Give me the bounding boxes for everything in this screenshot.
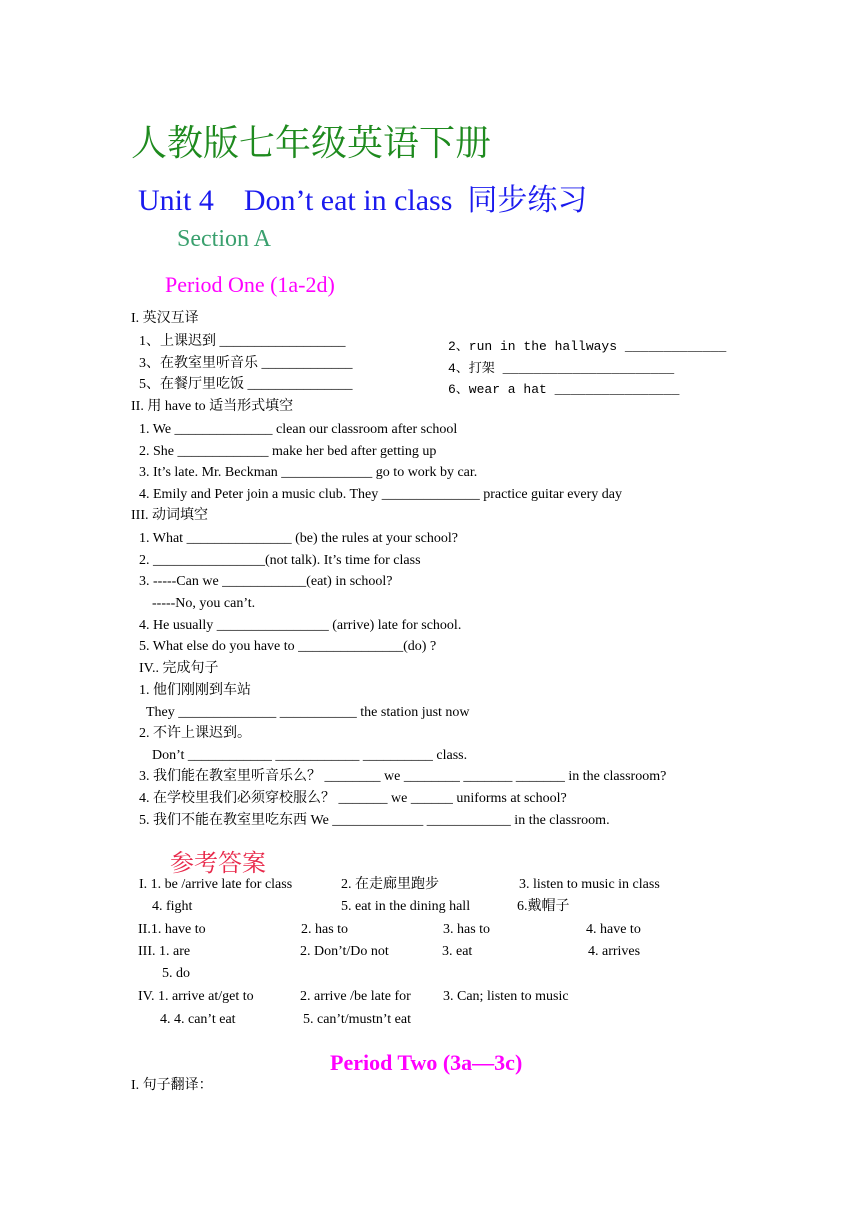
answer-item: IV. 1. arrive at/get to [138,989,254,1004]
part3-item: 1. What _______________ (be) the rules at your school? [139,531,458,546]
section-heading: Section A [177,226,271,252]
part3-item: -----No, you can’t. [152,596,256,611]
answer-item: 4. have to [586,922,641,937]
part4-item: Don’t ____________ ____________ __________ class. [152,748,468,763]
answer-item: 2. 在走廊里跑步 [341,877,439,892]
period-one-heading: Period One (1a-2d) [165,272,335,297]
part1-item: 1、上课迟到 __________________ [139,334,346,349]
part4-item: 1. 他们刚刚到车站 [139,683,251,698]
part4-item: 5. 我们不能在教室里吃东西 We _____________ ____________ in the classroom. [139,813,610,828]
part4-item: 2. 不许上课迟到。 [139,726,251,741]
answer-item: 3. has to [443,922,491,937]
answer-item: 5. can’t/mustn’t eat [303,1012,411,1027]
answer-item: 2. arrive /be late for [300,989,411,1004]
part3-heading: III. 动词填空 [131,508,208,523]
answer-item: II.1. have to [138,922,206,937]
part3-item: 3. -----Can we ____________(eat) in school? [139,574,393,589]
part2-item: 3. It’s late. Mr. Beckman _____________ go to work by car. [139,465,478,480]
answer-item: 3. Can; listen to music [443,989,569,1004]
part2-item: 1. We ______________ clean our classroom after school [139,422,458,437]
unit-title: Unit 4 Don’t eat in class 同步练习 [138,184,588,217]
part1-item: 6、wear a hat ________________ [448,382,680,397]
answer-item: III. 1. are [138,944,191,959]
answer-item: 3. listen to music in class [519,877,660,892]
part4-item: They ______________ ___________ the station just now [146,705,470,720]
part3-item: 4. He usually ________________ (arrive) late for school. [139,618,462,633]
answer-item: 4. 4. can’t eat [160,1012,236,1027]
answer-item: 5. eat in the dining hall [341,899,471,914]
part3-item: 5. What else do you have to _______________(do) ? [139,639,437,654]
part1-item: 4、打架 ______________________ [448,361,675,376]
document-title: 人教版七年级英语下册 [131,123,492,163]
answer-item: 4. fight [152,899,193,914]
answer-item: 3. eat [442,944,473,959]
part2-heading: II. 用 have to 适当形式填空 [131,399,294,414]
period-two-heading: Period Two (3a—3c) [330,1050,523,1075]
part1-item: 3、在教室里听音乐 _____________ [139,356,353,371]
part1-item: 2、run in the hallways _____________ [448,339,727,354]
answer-item: 4. arrives [588,944,641,959]
answer-item: 2. has to [301,922,349,937]
part4-item: 4. 在学校里我们必须穿校服么？ _______ we ______ uniforms at school? [139,791,567,806]
part4-heading: IV.. 完成句子 [139,661,219,676]
answer-item: 5. do [162,966,190,981]
answers-heading: 参考答案 [170,851,266,877]
part4-item: 3. 我们能在教室里听音乐么？ ________ we ________ _______ _______ in the classroom? [139,769,667,784]
part2-item: 2. She _____________ make her bed after getting up [139,444,437,459]
part5-heading: I. 句子翻译： [131,1078,213,1093]
part3-item: 2. ________________(not talk). It’s time for class [139,553,421,568]
answer-item: 6.戴帽子 [517,899,570,914]
part2-item: 4. Emily and Peter join a music club. They ______________ practice guitar every day [139,487,623,502]
part1-heading: I. 英汉互译 [131,311,199,326]
part1-item: 5、在餐厅里吃饭 _______________ [139,377,353,392]
answer-item: I. 1. be /arrive late for class [139,877,293,892]
answer-item: 2. Don’t/Do not [300,944,389,959]
